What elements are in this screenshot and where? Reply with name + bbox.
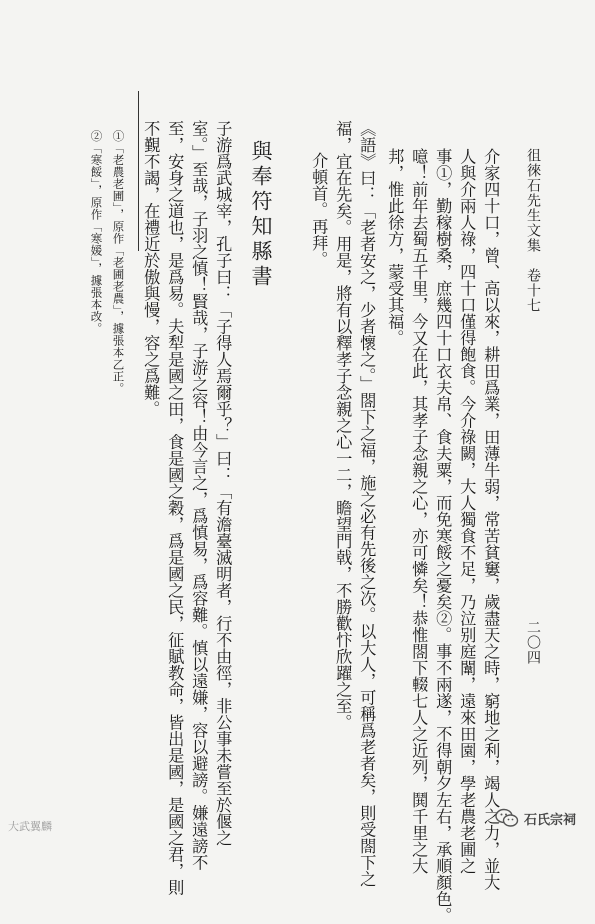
text-column: 福，宜在先矣。用是，將有以釋孝子念親之心一二，瞻望門戟，不勝歡忭欣躍之至。: [333, 120, 353, 731]
text-column: 邦，惟此徐方，蒙受其福。: [385, 148, 405, 346]
footnote: ①「老農老圃」，原作「老圃老農」，據張本乙正。: [111, 130, 126, 395]
section-title: 與奉符知縣書: [249, 140, 273, 290]
text-column: 介家四十口，曾、高以來，耕田爲業，田薄牛弱，常苦貧窶，歲盡天之時，窮地之利，竭人之力，並大: [481, 148, 501, 891]
text-column: 不覲不謁，在禮近於傲與慢，容之爲難。: [141, 120, 161, 417]
page-number: 二〇四: [525, 620, 541, 665]
text-column: 介頓首。再拜。: [309, 152, 329, 268]
footnote: ②「寒餒」，原作「寒媛」，據張本改。: [89, 130, 104, 335]
running-header-title: 徂徠石先生文集 卷十七: [525, 148, 541, 313]
text-column: 事①，勤稼樹桑，庶幾四十口衣夫帛、食夫粟，而免寒餒之憂矣②。事不兩遂，不得朝夕左右，承順顏色。: [433, 148, 453, 924]
watermark-left: [8, 818, 52, 834]
wechat-icon: [495, 808, 519, 828]
watermark-right: [495, 808, 576, 828]
text-column: 子游爲武城宰，孔子曰：「子得人焉爾乎？」曰：「有澹臺滅明者，行不由徑，非公事未嘗至於偃之: [213, 120, 233, 846]
watermark-right-text: 石氏宗祠: [524, 812, 577, 828]
text-column: 噫！前年去蜀五千里，今又在此，其孝子念親之心，亦可憐矣！恭惟閤下輟七人之近列，鬨千里之大: [409, 148, 429, 874]
text-column: 《語》曰：「老者安之，少者懷之。」閤下之福，施之必有先後之次。以大人，可稱爲老者矣，則受閤下之: [357, 120, 377, 888]
watermark-left-text: 大武翼麟: [8, 820, 52, 833]
text-column: 室。」至哉，子羽之慎！賢哉，子游之容！由今言之，爲慎易，爲容難。慎以遠嫌，容以避謗。嫌遠謗不: [189, 120, 209, 871]
text-column: 人與介兩人祿，四十口僅得飽食。今介祿闕，大人獨食不足，乃泣别庭闈，遠來田園，學老農老圃之: [457, 148, 477, 874]
footnote-rule: [138, 91, 139, 251]
text-column: 至，安身之道也，是爲易。夫犁是國之田，食是國之穀，爲是國之民，征賦教命，皆出是國，是國之君，則: [165, 120, 185, 896]
